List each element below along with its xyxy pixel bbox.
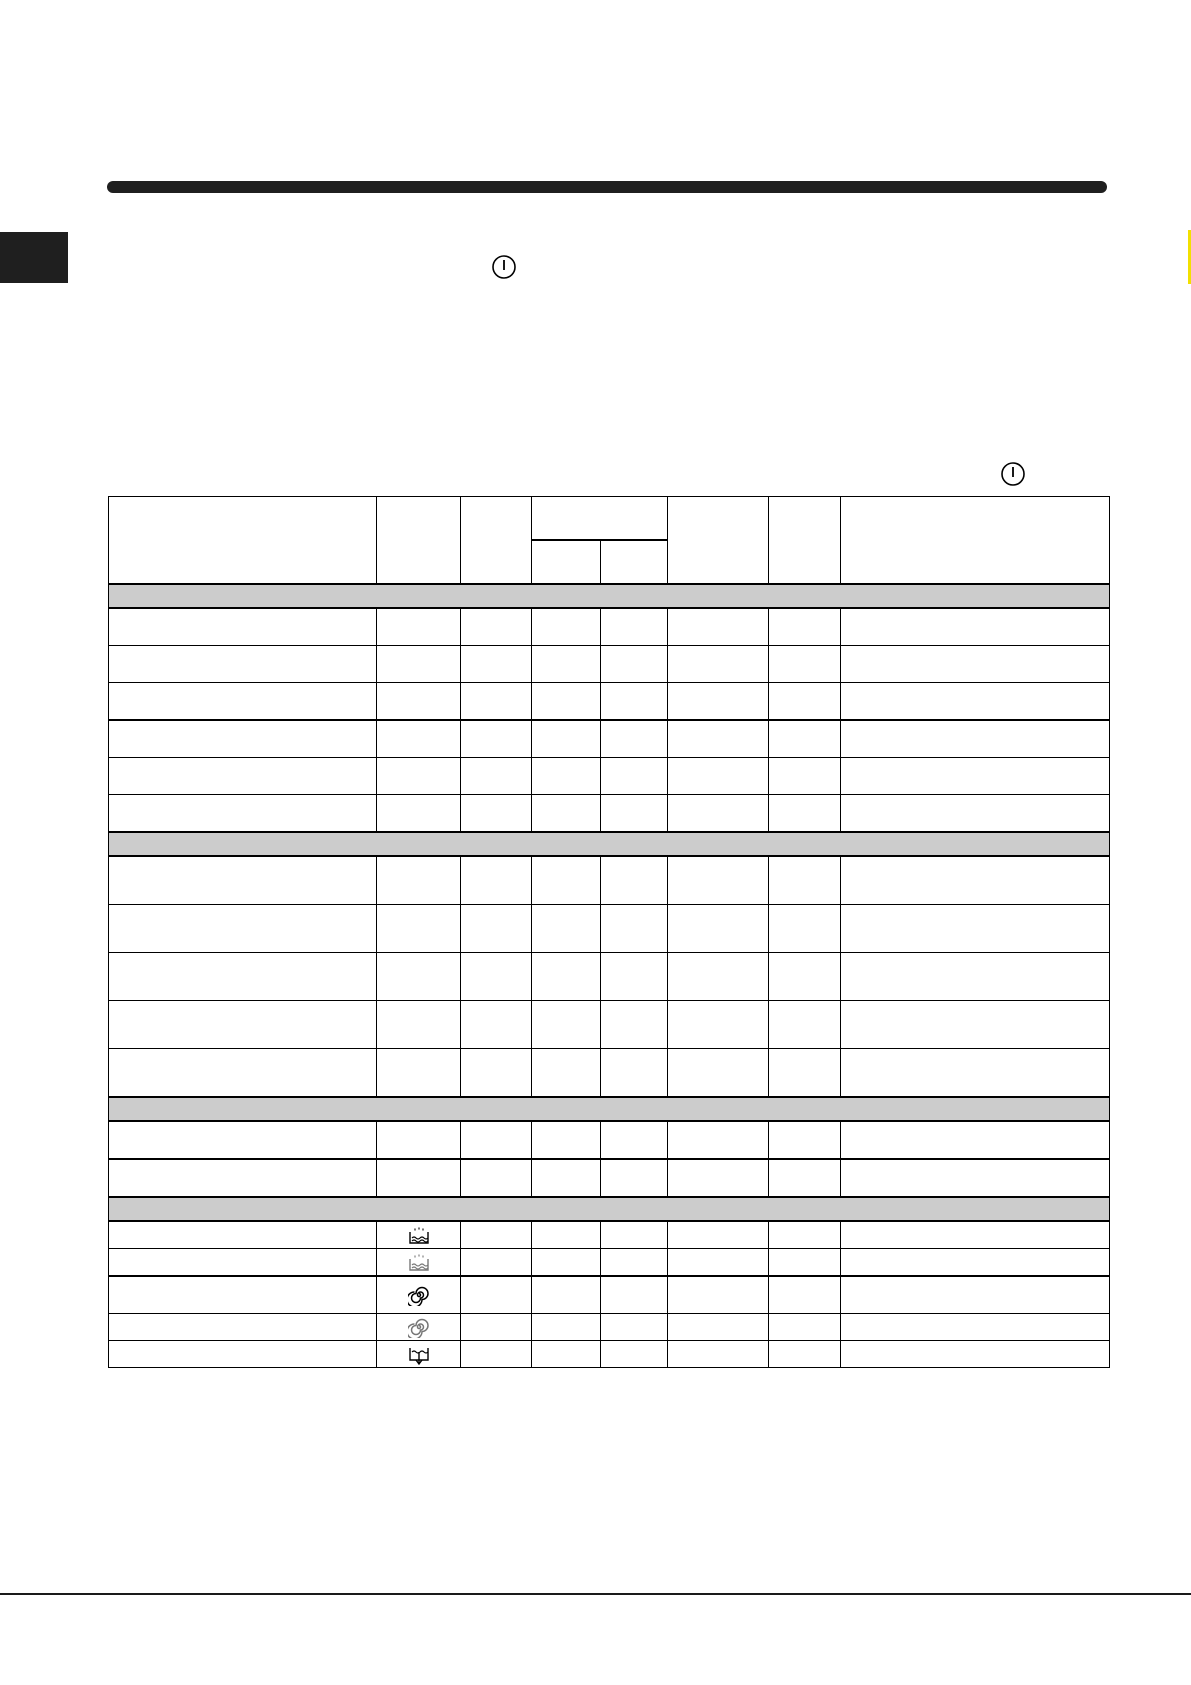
drain-icon [377, 1341, 461, 1368]
table-row [109, 1159, 1110, 1197]
table-row [109, 1049, 1110, 1098]
header-cell [377, 497, 461, 585]
group-row [109, 832, 1110, 856]
table-row [109, 758, 1110, 795]
rinse-icon [377, 1221, 461, 1249]
group-row [109, 1197, 1110, 1221]
header-rule [107, 181, 1107, 193]
table-row [109, 1001, 1110, 1049]
table-row [109, 856, 1110, 905]
header-cell [769, 497, 841, 585]
header-cell [841, 497, 1110, 585]
table-row [109, 646, 1110, 683]
table-header-row [109, 497, 1110, 541]
spin-icon [377, 1314, 461, 1341]
spin-icon [377, 1276, 461, 1314]
table-row [109, 905, 1110, 953]
header-cell-group [532, 497, 668, 541]
header-cell [109, 497, 377, 585]
header-subcell [601, 540, 668, 584]
header-subcell [532, 540, 601, 584]
table-row [109, 1121, 1110, 1159]
group-row [109, 584, 1110, 608]
table-row [109, 795, 1110, 833]
table-row [109, 1314, 1110, 1341]
table-row [109, 1249, 1110, 1277]
table-row [109, 720, 1110, 758]
power-icon [491, 254, 517, 280]
table-row [109, 1341, 1110, 1368]
table-row [109, 953, 1110, 1001]
table-row [109, 683, 1110, 721]
rinse-icon [377, 1249, 461, 1277]
header-cell [461, 497, 532, 585]
header-cell [668, 497, 769, 585]
group-row [109, 1097, 1110, 1121]
table-row [109, 608, 1110, 646]
programme-table [108, 496, 1110, 1368]
footer-rule [0, 1593, 1191, 1595]
language-tab [0, 232, 68, 283]
table-row [109, 1276, 1110, 1314]
table-row [109, 1221, 1110, 1249]
power-icon [1000, 461, 1026, 487]
